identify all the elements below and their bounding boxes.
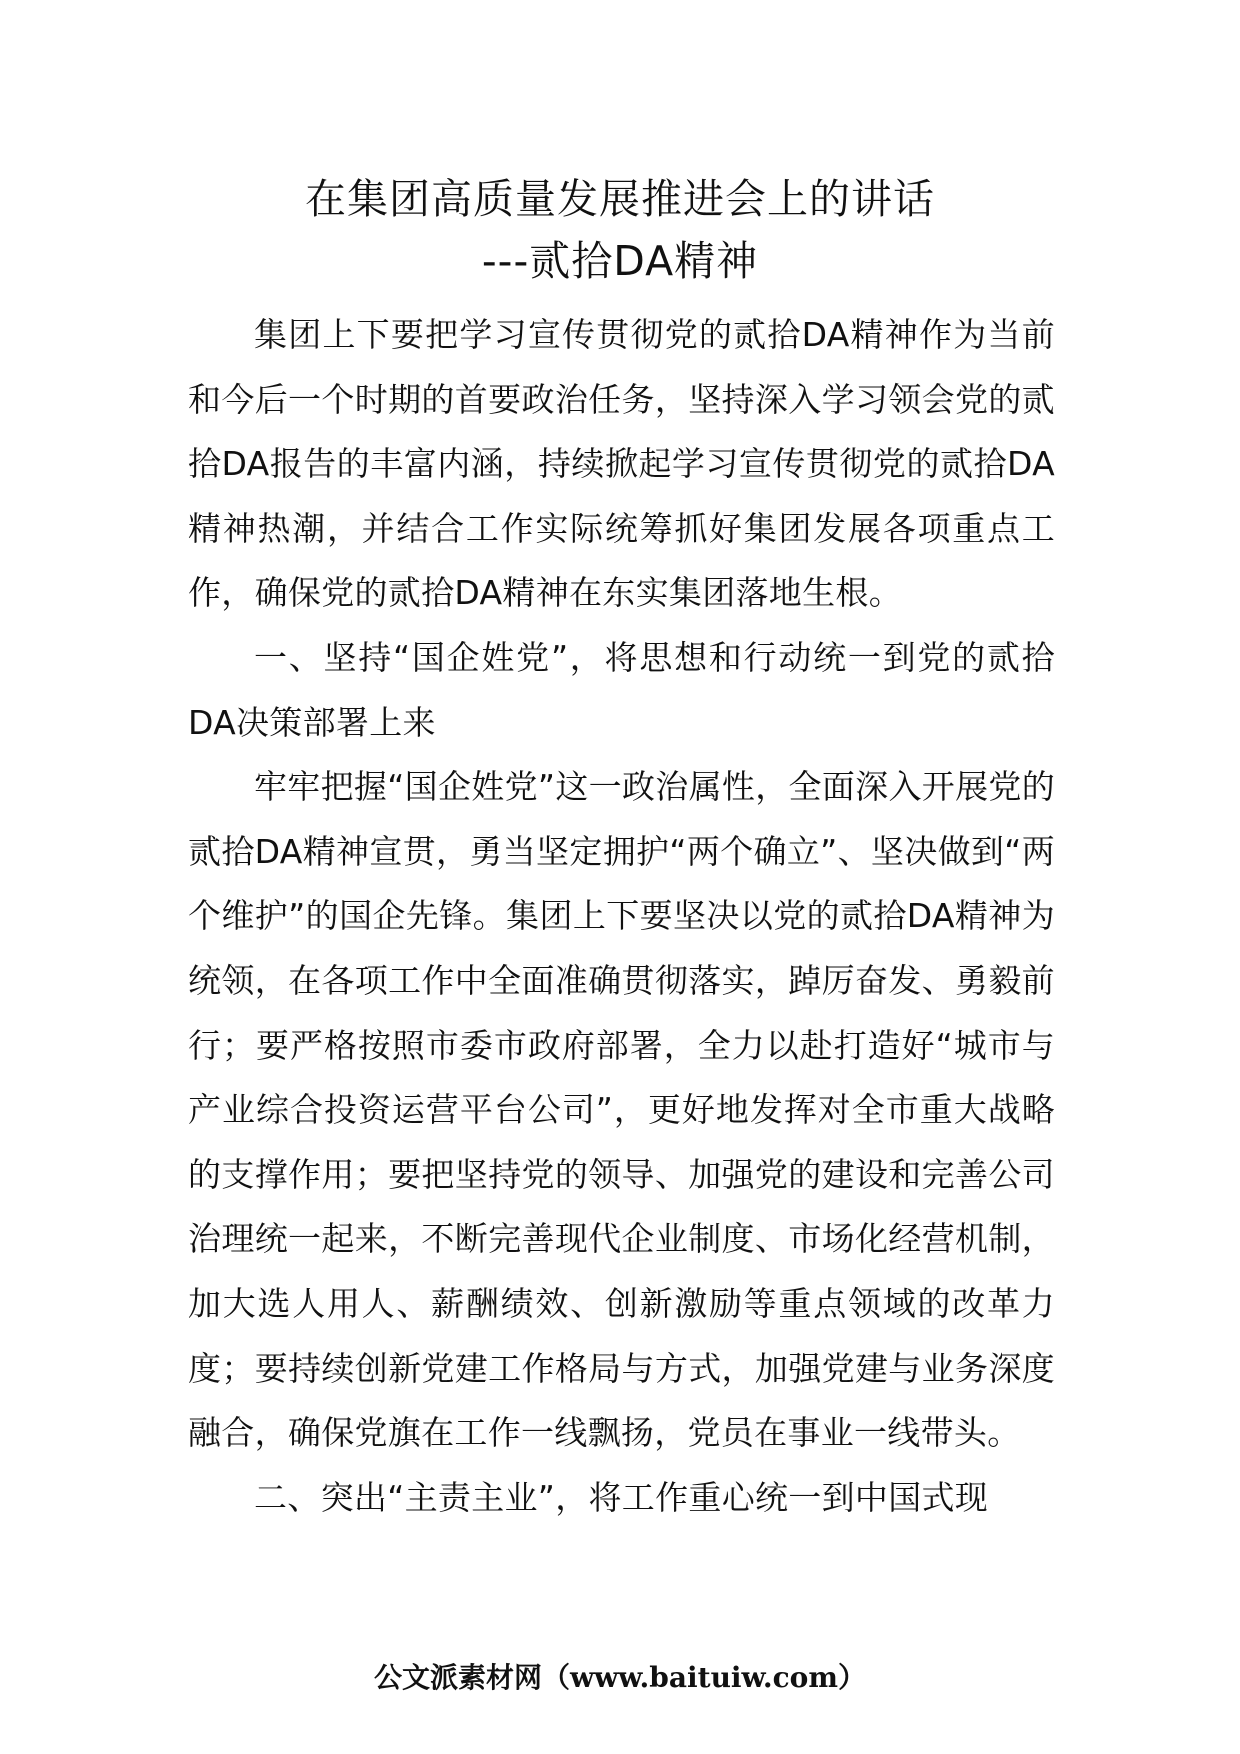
document-subtitle: ---贰拾DA精神: [481, 237, 759, 285]
section-1-paragraph: 牢牢把握“国企姓党”这一政治属性，全面深入开展党的贰拾DA精神宣贯，勇当坚定拥护“两个确立”、坚决做到“两个维护”的国企先锋。集团上下要坚决以党的贰拾DA精神为统领，在各项工作中全面准确贯彻落实，踔厉奋发、勇毅前行；要严格按照市委市政府部署，全力以赴打造好“城市与产业综合投资运营平台公司”，更好地发挥对全市重大战略的支撑作用；要把坚持党的领导、加强党的建设和完善公司治理统一起来，不断完善现代企业制度、市场化经营机制，加大选人用人、薪酬绩效、创新激励等重点领域的改革力度；要持续创新党建工作格局与方式，加强党建与业务深度融合，确保党旗在工作一线飘扬，党员在事业一线带头。: [188, 767, 1055, 1453]
section-heading-2: 二、突出“主责主业”，将工作重心统一到中国式现: [254, 1477, 989, 1517]
footer-watermark: 公文派素材网（www.baituiw.com）: [374, 1661, 866, 1694]
title-block: [0, 168, 1240, 292]
document-body: [188, 303, 1055, 1530]
document-title: 在集团高质量发展推进会上的讲话: [305, 175, 935, 223]
intro-paragraph: 集团上下要把学习宣传贯彻党的贰拾DA精神作为当前和今后一个时期的首要政治任务，坚持深入学习领会党的贰拾DA报告的丰富内涵，持续掀起学习宣传贯彻党的贰拾DA精神热潮，并结合工作实际统筹抓好集团发展各项重点工作，确保党的贰拾DA精神在东实集团落地生根。: [188, 315, 1055, 613]
section-heading-1: 一、坚持“国企姓党”，将思想和行动统一到党的贰拾DA决策部署上来: [188, 637, 1055, 742]
